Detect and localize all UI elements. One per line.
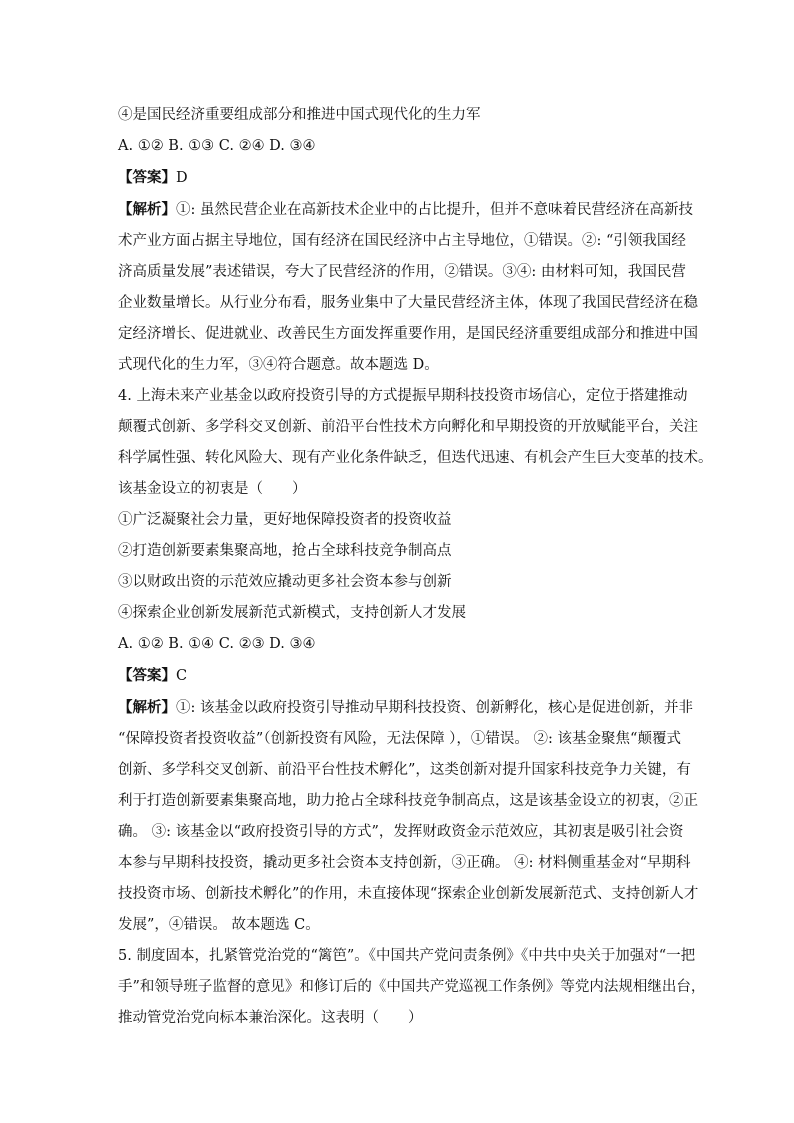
q4-explanation-line: 确。 ③: 该基金以“政府投资引导的方式”，发挥财政资金示范效应，其初衷是吸引社会资 xyxy=(118,824,684,840)
q4-answer-tag: 【答案】 xyxy=(118,667,176,684)
q4-stem-line: 4. 上海未来产业基金以政府投资引导的方式提振早期科技投资市场信心，定位于搭建推动 xyxy=(118,388,688,404)
q4-explanation-line: 技投资市场、创新技术孵化”的作用，未直接体现“探索企业创新发展新范式、支持创新人才 xyxy=(118,886,699,902)
q5-stem-line: 手”和领导班子监督的意见》和修订后的《中国共产党巡视工作条例》等党内法规相继出台， xyxy=(118,979,706,995)
q4-explanation-line: 利于打造创新要素集聚高地，助力抢占全球科技竞争制高点，这是该基金设立的初衷，②正 xyxy=(118,793,698,809)
q5-stem-line: 推动管党治党向标本兼治深化。这表明（ ） xyxy=(118,1010,423,1026)
q4-answer-value: C xyxy=(176,668,188,684)
q3-explanation-line xyxy=(118,194,693,226)
q4-explanation-line xyxy=(118,692,693,724)
q4-explanation-text: ①: 该基金以政府投资引导推动早期科技投资、创新孵化，核心是促进创新，并非 xyxy=(176,700,693,716)
q4-explanation-line: 发展”，④错误。 故本题选 C。 xyxy=(118,917,320,933)
q4-stem xyxy=(118,381,713,505)
q4-explanation-tag: 【解析】 xyxy=(118,699,176,716)
q4-option: ④探索企业创新发展新范式新模式，支持创新人才发展 xyxy=(118,605,466,621)
q3-explanation-text: ①: 虽然民营企业在高新技术企业中的占比提升，但并不意味着民营经济在高新技 xyxy=(176,202,693,218)
q3-choices: A. ①② B. ①③ C. ②④ D. ③④ xyxy=(118,138,316,154)
q3-explanation-line: 济高质量发展”表述错误，夸大了民营经济的作用，②错误。③④: 由材料可知，我国民营 xyxy=(118,264,686,280)
q4-stem-line: 该基金设立的初衷是（ ） xyxy=(118,481,307,497)
q4-choices: A. ①② B. ①④ C. ②③ D. ③④ xyxy=(118,636,316,652)
q3-explanation xyxy=(118,194,698,381)
q3-option-4: ④是国民经济重要组成部分和推进中国式现代化的生力军 xyxy=(118,107,481,123)
q4-option: ②打造创新要素集聚高地，抢占全球科技竞争制高点 xyxy=(118,543,452,559)
q5-stem-line: 5. 制度固本，扎紧管党治党的“篱笆”。《中国共产党问责条例》《中共中央关于加强对“一把 xyxy=(118,948,696,964)
q4-stem-line: 颠覆式创新、多学科交叉创新、前沿平台性技术方向孵化和早期投资的开放赋能平台，关注 xyxy=(118,419,698,435)
q4-explanation-line: “保障投资者投资收益”（创新投资有风险，无法保障 ），①错误。 ②: 该基金聚焦“颠覆式 xyxy=(118,731,681,747)
q4-option: ③以财政出资的示范效应撬动更多社会资本参与创新 xyxy=(118,574,452,590)
document-content xyxy=(118,100,713,1034)
q3-answer xyxy=(118,162,678,194)
q4-explanation xyxy=(118,692,699,941)
q3-answer-value: D xyxy=(176,170,188,186)
q5-stem xyxy=(118,941,706,1034)
q4-answer xyxy=(118,660,678,692)
q3-explanation-line: 定经济增长、促进就业、改善民生方面发挥重要作用，是国民经济重要组成部分和推进中国 xyxy=(118,326,698,342)
q3-explanation-line: 术产业方面占据主导地位，国有经济在国民经济中占主导地位，①错误。②: “引领我国经 xyxy=(118,233,686,249)
q3-explanation-line: 式现代化的生力军，③④符合题意。故本题选 D。 xyxy=(118,357,439,373)
q4-stem-line: 科学属性强、转化风险大、现有产业化条件缺乏，但迭代迅速、有机会产生巨大变革的技术。 xyxy=(118,450,713,466)
q3-explanation-tag: 【解析】 xyxy=(118,201,176,218)
q4-options xyxy=(118,505,678,629)
q4-explanation-line: 创新、多学科交叉创新、前沿平台性技术孵化”，这类创新对提升国家科技竞争力关键，有 xyxy=(118,762,691,778)
q3-answer-tag: 【答案】 xyxy=(118,169,176,186)
q4-explanation-line: 本参与早期科技投资，撬动更多社会资本支持创新，③正确。 ④: 材料侧重基金对“早期科 xyxy=(118,855,691,871)
q3-explanation-line: 企业数量增长。从行业分布看，服务业集中了大量民营经济主体，体现了我国民营经济在稳 xyxy=(118,295,698,311)
q4-option: ①广泛凝聚社会力量，更好地保障投资者的投资收益 xyxy=(118,512,452,528)
